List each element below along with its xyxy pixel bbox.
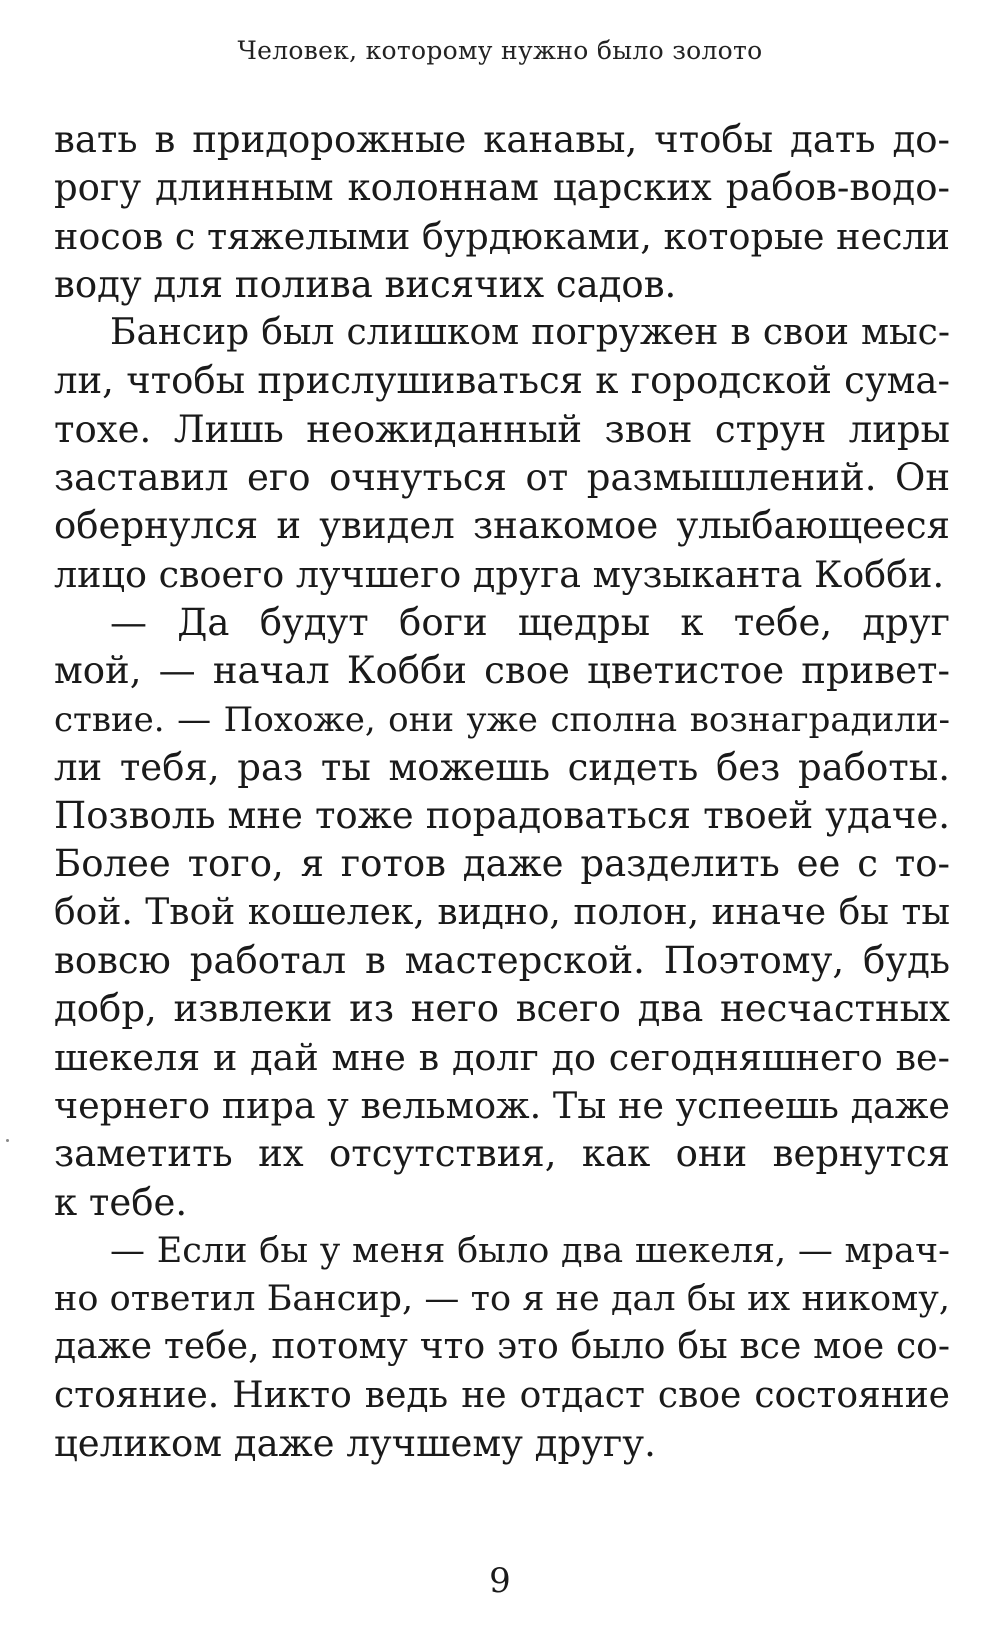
text-line: — Если бы у меня было два шекеля, — мрач- xyxy=(110,1230,950,1271)
text-line: ли тебя, раз ты можешь сидеть без работы. xyxy=(54,745,950,789)
text-line: стояние. Никто ведь не отдаст свое состояние xyxy=(54,1374,950,1416)
text-line: Более того, я готов даже разделить ее с то- xyxy=(54,842,950,886)
scan-speck xyxy=(6,1139,9,1142)
text-line: ствие. — Похоже, они уже сполна вознаградили- xyxy=(54,699,950,740)
text-line: носов с тяжелыми бурдюками, которые несли xyxy=(54,214,950,258)
text-line: добр, извлеки из него всего два несчастных xyxy=(54,987,950,1031)
text-line: тохе. Лишь неожиданный звон струн лиры xyxy=(54,407,950,451)
text-line: целиком даже лучшему другу. xyxy=(54,1422,656,1466)
text-line: воду для полива висячих садов. xyxy=(54,262,677,306)
text-line: даже тебе, потому что это было бы все мое со- xyxy=(54,1326,950,1368)
text-line: чернего пира у вельмож. Ты не успеешь даже xyxy=(54,1083,950,1127)
text-line: вовсю работал в мастерской. Поэтому, будь xyxy=(54,939,950,983)
text-line: обернулся и увидел знакомое улыбающееся xyxy=(54,504,950,548)
text-line: заметить их отсутствия, как они вернутся xyxy=(54,1132,950,1176)
text-line: лицо своего лучшего друга музыканта Кобби. xyxy=(54,552,945,596)
text-line: шекеля и дай мне в долг до сегодняшнего ве- xyxy=(54,1035,950,1079)
text-line: ли, чтобы прислушиваться к городской сума- xyxy=(54,359,950,403)
text-line: вать в придорожные канавы, чтобы дать до- xyxy=(54,118,950,161)
text-line: Позволь мне тоже порадоваться твоей удаче. xyxy=(54,794,950,838)
running-head: Человек, которому нужно было золото xyxy=(237,36,763,65)
text-line: заставил его очнуться от размышлений. Он xyxy=(54,456,950,500)
text-line: к тебе. xyxy=(54,1180,188,1224)
text-line: но ответил Бансир, — то я не дал бы их никому, xyxy=(54,1279,950,1320)
text-line: бой. Твой кошелек, видно, полон, иначе бы ты xyxy=(54,891,950,933)
text-line: Бансир был слишком погружен в свои мыс- xyxy=(110,312,950,354)
text-line: мой, — начал Кобби свое цветистое привет- xyxy=(54,649,950,693)
text-line: — Да будут боги щедры к тебе, друг xyxy=(110,600,950,644)
page-number: 9 xyxy=(489,1561,511,1601)
body-text xyxy=(54,116,950,1468)
text-line: рогу длинным колоннам царских рабов-водо- xyxy=(54,166,950,210)
